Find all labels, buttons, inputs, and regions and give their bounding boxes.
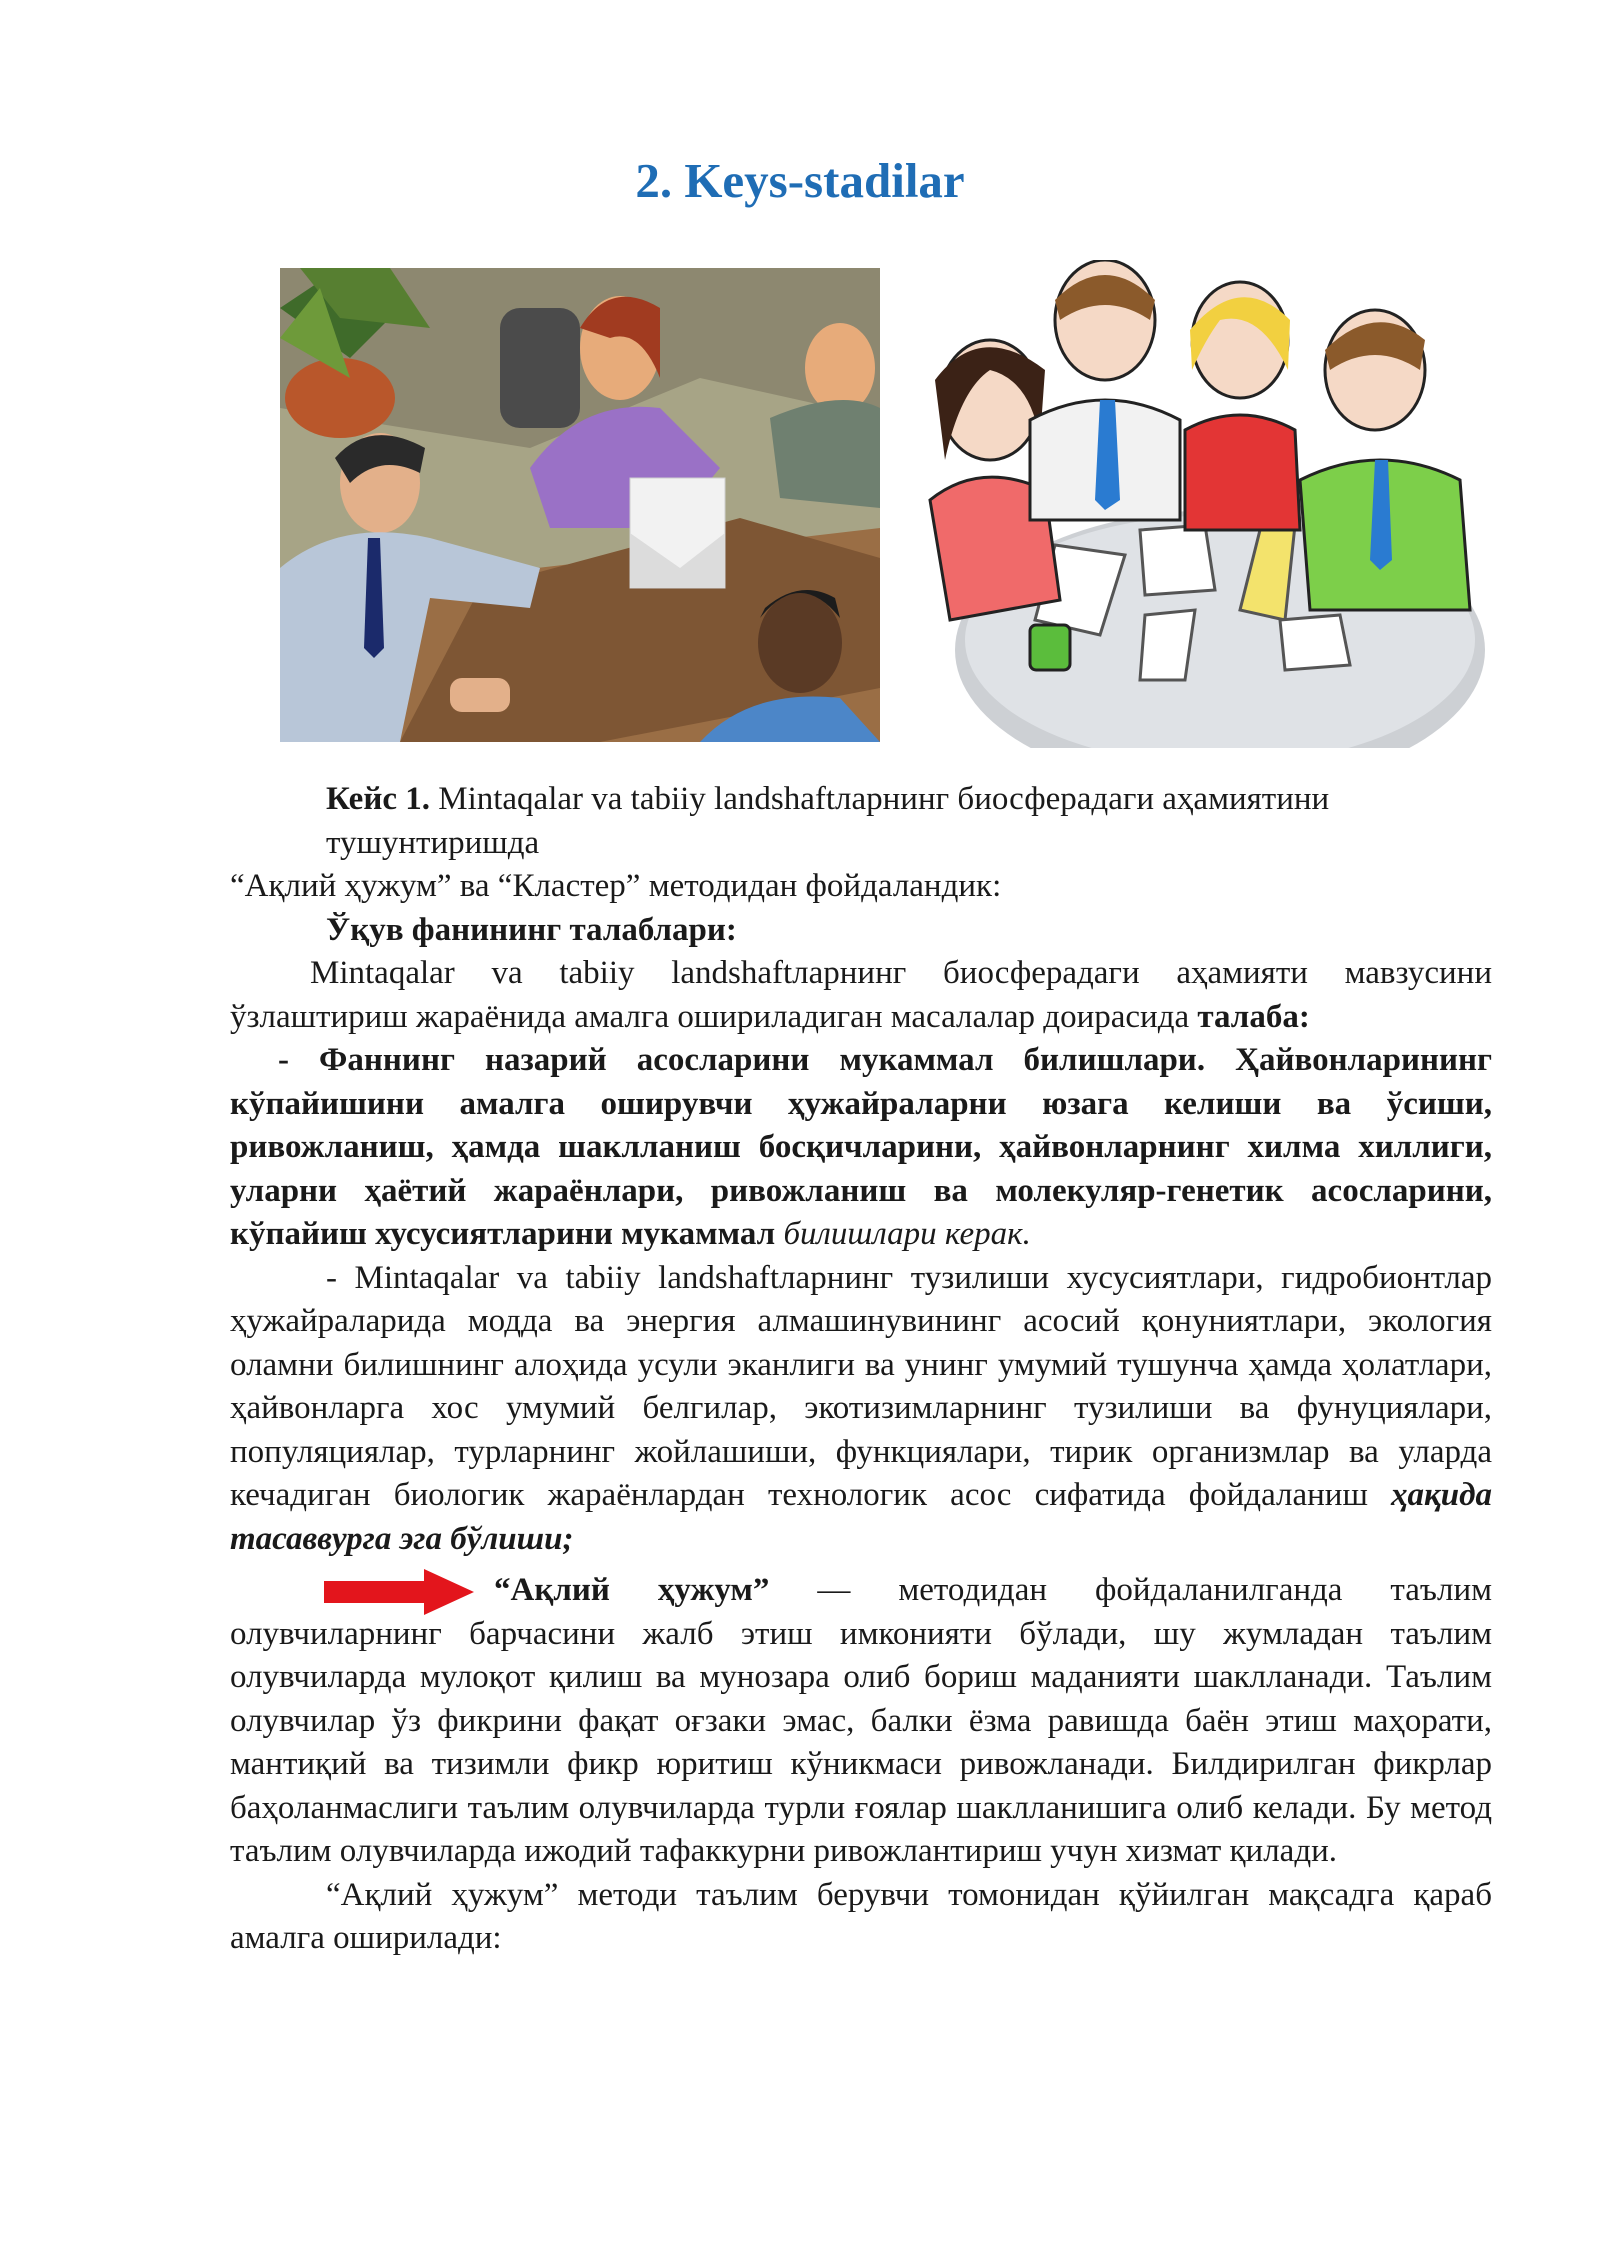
brainstorm-text: — методидан фойдаланилганда таълим олувчиларнинг барчасини жалб этиш имконияти бўлади, шу жумладан таълим олувчиларда мулоқот қилиш ва мунозара олиб бориш маданияти шаклланади. Таълим олувчилар ўз фикрини фақат оғзаки эмас, балки ёзма равишда баён этиш маҳорати, мантиқий ва тизимли фикр юритиш кўникмаси ривожланади. Билдирилган фикрлар баҳоланмаслиги таълим олувчиларда турли ғоялар шаклланишига олиб келади. Бу метод таълим олувчиларда ижодий тафаккурни ривожлантириш учун хизмат қилади. [230,1572,1492,1869]
requirements-intro-text: Mintaqalar va tabiiy landshaftларнинг биосферадаги аҳамияти мавзусини ўзлаштириш жараёнида амалга ошириладиган масалалар доирасида [230,955,1492,1035]
brainstorm-term: “Ақлий ҳужум” [494,1572,770,1608]
brainstorm-paragraph [230,1569,1492,1874]
requirements-intro-bold: талаба: [1197,998,1310,1035]
requirements-intro [230,952,1492,1039]
case1-label: Кейс 1. [326,781,430,817]
case1-paragraph [230,778,1492,865]
item1-bold-text: Фаннинг назарий асосларини мукаммал билишлари. Ҳайвонларининг кўпайишини амалга оширувчи ҳужайраларни юзага келиши ва ўсиши, ривожланиш, ҳамда шаклланиш босқичларини, ҳайвонларнинг хилма хиллиги, уларни ҳаётий жараёнлари, ривожланиш ва молекуляр-генетик асосларини, кўпайиш хусусиятларини мукаммал [230,1042,1492,1252]
brainstorm-final: “Ақлий ҳужум” методи таълим берувчи томонидан қўйилган мақсадга қараб амалга оширилади: [230,1876,1492,1956]
document-body [230,778,1492,1961]
red-arrow-icon [324,1569,474,1615]
case1-text-line2: тушунтиришда [326,824,540,861]
case1-methods-line: “Ақлий ҳужум” ва “Кластер” методидан фойдаландик: [230,868,1002,904]
requirements-heading-text: Ўқув фанининг талаблари: [326,911,737,948]
requirement-item-2 [230,1257,1492,1562]
requirement-item-1 [230,1039,1492,1257]
page-title: 2. Keys-stadilar [635,153,965,208]
item2-bold-italic: ҳақида тасаввурга эга бўлиши; [230,1477,1492,1557]
case1-text: Mintaqalar va tabiiy landshaftларнинг биосферадаги аҳамиятини [429,781,1330,817]
requirements-heading [230,909,1492,953]
item1-italic-text: билишлари керак. [775,1216,1031,1252]
item2-text: - Mintaqalar va tabiiy landshaftларнинг тузилиши хусусиятлари, гидробионтлар ҳужайраларида модда ва энергия алмашинувининг асосий қонуниятлари, экология оламни билишнинг алоҳида усули эканлиги ва унинг умумий тушунча ҳамда ҳолатлари, ҳайвонларга хос умумий белгилар, экотизимларнинг тузилиши ва фунуциялари, популяциялар, турларнинг жойлашиши, функциялари, тирик организмлар ва уларда кечадиган биологик жараёнлардан технологик асос сифатида фойдаланиш [230,1259,1492,1513]
item1-dash: - [278,1042,289,1078]
students-round-table-illustration [920,260,1485,748]
business-meeting-illustration [280,268,880,742]
